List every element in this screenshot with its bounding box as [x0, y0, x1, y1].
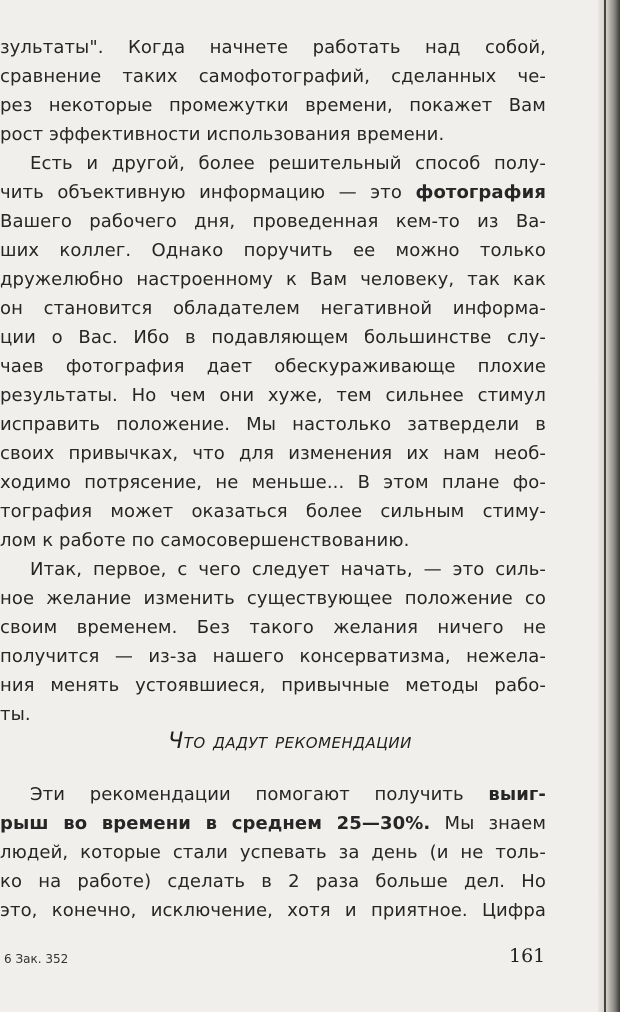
paragraph-4-line-5: это, конечно, исключение, хотя и приятное. Цифра [0, 900, 546, 921]
paragraph-2-line-10: исправить положение. Мы настолько затвердели в [0, 414, 546, 435]
bold-phrase-end: рыш во времени в среднем 25—30%. [0, 813, 431, 834]
paragraph-3-line-2: ное желание изменить существующее положение со [0, 588, 546, 609]
paragraph-2-line-12: ходимо потрясение, не меньше... В этом плане фо- [0, 472, 546, 493]
paragraph-2-line-4: ших коллег. Однако поручить ее можно только [0, 240, 546, 261]
paragraph-2-line-8: чаев фотография дает обескураживающе плохие [0, 356, 546, 377]
paragraph-3-line-6: ты. [0, 704, 31, 725]
paragraph-1-line-4: рост эффективности использования времени. [0, 124, 445, 145]
paragraph-4-line-3: людей, которые стали успевать за день (и не толь- [0, 842, 546, 863]
paragraph-1-line-3: рез некоторые промежутки времени, покажет Вам [0, 95, 546, 116]
paragraph-4-line-1-text: Эти рекомендации помогают получить [30, 784, 489, 805]
paragraph-4-line-2 [0, 809, 546, 838]
paragraph-2-line-13: тография может оказаться более сильным стиму- [0, 501, 546, 522]
paragraph-2-line-5: дружелюбно настроенному к Вам человеку, так как [0, 269, 546, 290]
paragraph-2-line-2-text: чить объективную информацию — это [0, 182, 416, 203]
paragraph-4-line-1 [30, 780, 546, 809]
section-heading: Что дадут рекомендации [168, 729, 412, 754]
paragraph-3-line-4: получится — из-за нашего консерватизма, нежела- [0, 646, 546, 667]
paragraph-2-line-3: Вашего рабочего дня, проведенная кем-то из Ва- [0, 211, 546, 232]
paragraph-2-line-6: он становится обладателем негативной информа- [0, 298, 546, 319]
paragraph-3-line-3: своим временем. Без такого желания ничего не [0, 617, 546, 638]
paragraph-4-line-2-text: Мы знаем [430, 813, 546, 834]
bold-term-photography: фотография [415, 182, 546, 203]
paragraph-2-line-1: Есть и другой, более решительный способ полу- [30, 153, 546, 174]
page-number: 161 [509, 945, 546, 967]
paragraph-2-line-14: лом к работе по самосовершенствованию. [0, 530, 410, 551]
paragraph-3-line-5: ния менять устоявшиеся, привычные методы рабо- [0, 675, 546, 696]
paragraph-2-line-7: ции о Вас. Ибо в подавляющем большинстве слу- [0, 327, 546, 348]
paragraph-2-line-2 [0, 178, 546, 207]
paragraph-1-line-2: сравнение таких самофотографий, сделанных че- [0, 66, 546, 87]
gutter-edge-line [604, 0, 606, 1012]
printer-signature: 6 Зак. 352 [4, 952, 69, 966]
bold-phrase-start: выиг- [488, 784, 546, 805]
paragraph-2-line-11: своих привычках, что для изменения их нам необ- [0, 443, 546, 464]
paragraph-4-line-4: ко на работе) сделать в 2 раза больше дел. Но [0, 871, 546, 892]
paragraph-2-line-9: результаты. Но чем они хуже, тем сильнее стимул [0, 385, 546, 406]
book-gutter-shadow [598, 0, 620, 1012]
paragraph-3-line-1: Итак, первое, с чего следует начать, — это силь- [30, 559, 546, 580]
paragraph-1-line-1: зультаты". Когда начнете работать над собой, [0, 37, 546, 58]
